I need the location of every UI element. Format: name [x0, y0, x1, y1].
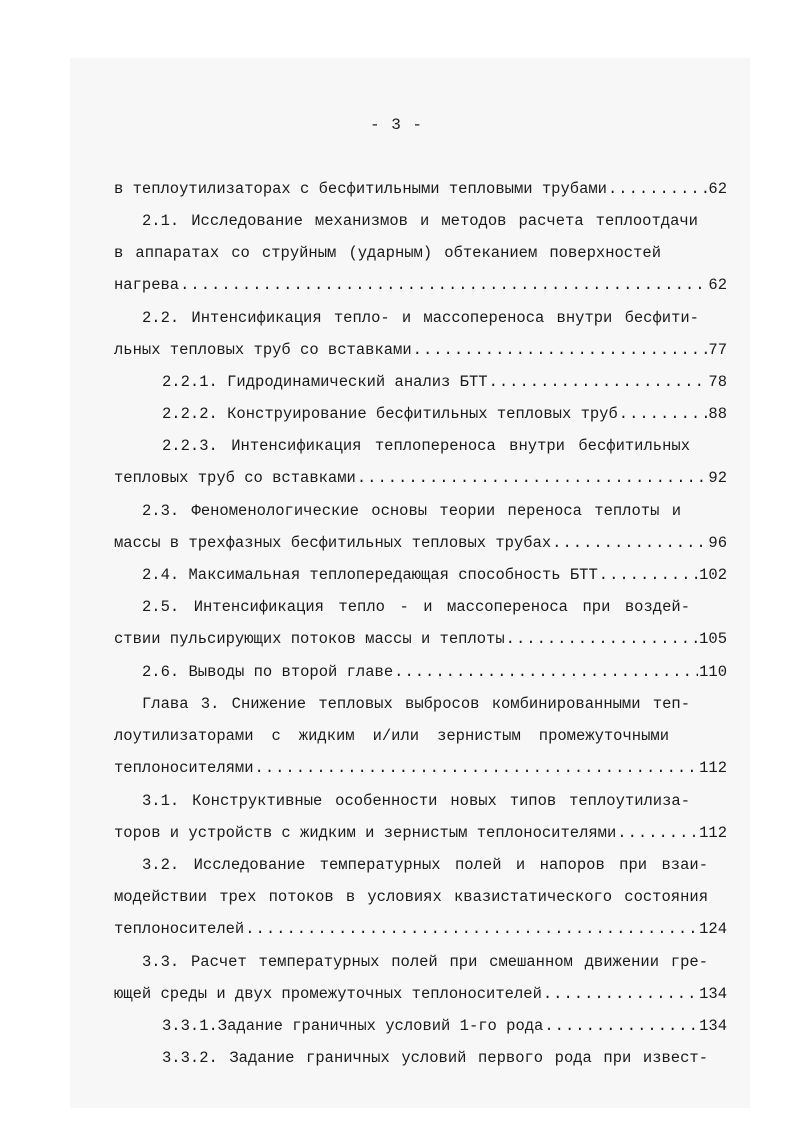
toc-text: массы в трехфазных бесфитильных тепловых трубах — [114, 534, 552, 552]
toc-line — [114, 821, 727, 845]
toc-page-number: 102 — [699, 566, 727, 584]
dot-leader — [544, 1014, 698, 1038]
toc-line — [162, 434, 690, 458]
toc-page-number: 96 — [708, 534, 727, 552]
toc-text: теплоносителей — [114, 920, 245, 938]
toc-text: 2.2.3. Интенсификация теплопереноса внутри бесфитильных — [162, 437, 690, 455]
toc-text: 2.2. Интенсификация тепло- и массопереноса внутри бесфити- — [142, 309, 699, 327]
toc-text: 3.2. Исследование температурных полей и напоров при взаи- — [142, 856, 708, 874]
toc-text: ствии пульсирующих потоков массы и теплоты — [114, 630, 505, 648]
toc-line — [162, 1014, 727, 1038]
toc-text: 3.3.1.Задание граничных условий 1-го рода — [162, 1017, 544, 1035]
toc-line — [114, 917, 727, 941]
toc-text: в теплоутилизаторах с бесфитильными тепловыми трубами — [114, 180, 607, 198]
dot-leader — [394, 660, 698, 684]
toc-text: торов и устройств с жидким и зернистым теплоносителями — [114, 824, 617, 842]
toc-line — [142, 950, 708, 974]
toc-line — [162, 370, 727, 394]
toc-page-number: 110 — [699, 663, 727, 681]
dot-leader — [599, 563, 698, 587]
dot-leader — [552, 531, 707, 555]
toc-line — [114, 241, 661, 265]
toc-line — [142, 692, 690, 716]
toc-page-number: 112 — [699, 824, 727, 842]
toc-text: тепловых труб со вставками — [114, 469, 356, 487]
toc-text: 3.3. Расчет температурных полей при смешанном движении гре- — [142, 953, 708, 971]
toc-text: 3.3.2. Задание граничных условий первого рода при извест- — [162, 1049, 708, 1067]
toc-line — [114, 177, 727, 201]
toc-page-number: 134 — [699, 985, 727, 1003]
toc-line — [142, 853, 708, 877]
toc-page-number: 62 — [708, 276, 727, 294]
toc-line — [142, 563, 727, 587]
toc-line — [114, 273, 727, 297]
toc-page-number: 134 — [699, 1017, 727, 1035]
dot-leader — [180, 273, 707, 297]
toc-page-number: 124 — [699, 920, 727, 938]
toc-text: 2.1. Исследование механизмов и методов расчета теплоотдачи — [142, 212, 698, 230]
toc-line — [114, 466, 727, 490]
dot-leader — [413, 338, 708, 362]
toc-page-number: 105 — [699, 630, 727, 648]
toc-page-number: 112 — [699, 759, 727, 777]
toc-text: 2.6. Выводы по второй главе — [142, 663, 394, 681]
toc-line — [114, 982, 727, 1006]
page-number: - 3 - — [369, 116, 423, 134]
toc-line — [114, 885, 708, 909]
toc-text: нагрева — [114, 276, 180, 294]
toc-line — [114, 756, 727, 780]
toc-text: льных тепловых труб со вставками — [114, 341, 412, 359]
toc-text: в аппаратах со струйным (ударным) обтеканием поверхностей — [114, 244, 661, 262]
toc-text: теплоносителями — [114, 759, 254, 777]
dot-leader — [245, 917, 698, 941]
toc-line — [142, 306, 699, 330]
toc-text: 2.3. Феноменологические основы теории переноса теплоты и — [142, 502, 681, 520]
toc-line — [162, 402, 727, 426]
toc-text: 2.2.1. Гидродинамический анализ БТТ — [162, 373, 488, 391]
toc-page-number: 77 — [708, 341, 727, 359]
toc-text: ющей среды и двух промежуточных теплоносителей — [114, 985, 542, 1003]
dot-leader — [543, 982, 698, 1006]
toc-line — [114, 627, 727, 651]
toc-text: 3.1. Конструктивные особенности новых типов теплоутилиза- — [142, 792, 690, 810]
toc-line — [114, 724, 669, 748]
toc-line — [142, 595, 690, 619]
dot-leader — [255, 756, 699, 780]
dot-leader — [617, 821, 698, 845]
toc-text: 2.5. Интенсификация тепло - и массопереноса при воздей- — [142, 598, 690, 616]
toc-text: модействии трех потоков в условиях квазистатического состояния — [114, 888, 708, 906]
toc-text: Глава 3. Снижение тепловых выбросов комбинированными теп- — [142, 695, 690, 713]
dot-leader — [619, 402, 708, 426]
toc-page-number: 78 — [708, 373, 727, 391]
toc-line — [114, 338, 727, 362]
toc-line — [114, 531, 727, 555]
toc-line — [162, 1046, 708, 1070]
toc-text: 2.4. Максимальная теплопередающая способность БТТ — [142, 566, 598, 584]
dot-leader — [608, 177, 707, 201]
toc-text: 2.2.2. Конструирование бесфитильных тепловых труб — [162, 405, 618, 423]
toc-line — [142, 789, 690, 813]
toc-page-number: 88 — [708, 405, 727, 423]
dot-leader — [489, 370, 708, 394]
dot-leader — [506, 627, 698, 651]
toc-line — [142, 499, 681, 523]
dot-leader — [357, 466, 708, 490]
toc-line — [142, 209, 698, 233]
toc-line — [142, 660, 727, 684]
toc-page-number: 62 — [708, 180, 727, 198]
toc-page-number: 92 — [708, 469, 727, 487]
toc-text: лоутилизаторами с жидким и/или зернистым промежуточными — [114, 727, 669, 745]
